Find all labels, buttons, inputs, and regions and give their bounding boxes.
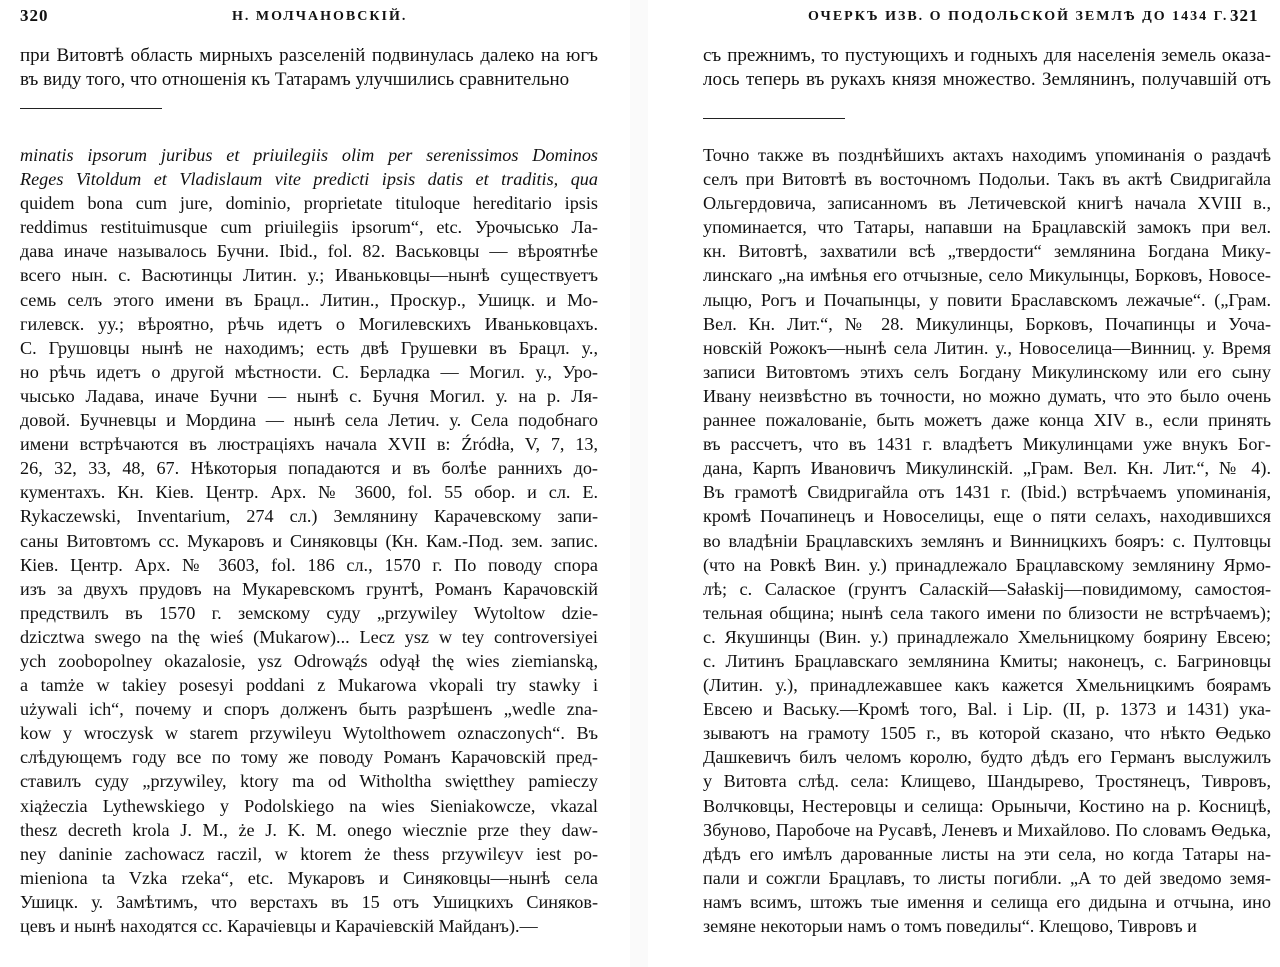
footnote-line: с. Литинъ Брацлавскаго землянина Кмиты; наконецъ, с. Багриновцы — [703, 650, 1271, 671]
right-main-text — [703, 44, 1271, 92]
footnote-line: упоминается, что Татары, напавши на Брацлавскій замокъ при вел. — [703, 217, 1271, 238]
footnote-line: линскаго „на имѣнья его отчызные, село Микулынцы, Борковъ, Новосе- — [703, 265, 1271, 286]
footnote-line: но рѣчь идетъ о другой мѣстности. С. Берладка — Могил. у., Уро- — [20, 361, 598, 382]
footnote-line: лѣ; с. Салаское (грунтъ Саласкій—Sałaskij—повидимому, самостоя- — [703, 578, 1271, 599]
text-line: съ прежнимъ, то пустующихъ и годныхъ для населенія земель оказа- — [703, 45, 1271, 66]
footnote-line: новскій Рожокъ—нынѣ села Литин. у., Новоселица—Винниц. у. Время — [703, 337, 1271, 358]
left-page — [0, 0, 630, 967]
footnote-line: Rykaczewski, Inventarium, 274 сл.) Землянину Карачевскому запи- — [20, 506, 598, 527]
footnote-line: дана, Карпъ Ивановичъ Микулинскій. „Грам. Вел. Кн. Лит.“, № 4). — [703, 458, 1271, 479]
footnote-separator — [20, 108, 162, 109]
footnote-line: предствилъ въ 1570 г. земскому суду „przywiley Wytoltow dzie- — [20, 602, 598, 623]
footnote-line: Точно также въ позднѣйшихъ актахъ находимъ упоминанія о раздачѣ — [703, 145, 1271, 165]
footnote-line: земяне некоторыи намъ о томъ поведилы“. Клещово, Тивровъ и — [703, 916, 1197, 936]
footnote-line: тельная община; нынѣ села такого имени по близости не встрѣчаемъ); — [703, 602, 1271, 623]
footnote-line: Кiев. Центр. Арх. № 3603, fol. 186 сл., 1570 г. По поводу спора — [20, 554, 598, 575]
right-footnote — [703, 143, 1271, 938]
footnote-line: у Витовта слѣд. села: Клищево, Шандырево, Тростянецъ, Тивровъ, — [703, 771, 1271, 792]
footnote-line: лыцю, Рогъ и Почапынцы, у повити Браславскомъ лежачые“. („Грам. — [703, 289, 1271, 310]
footnote-line: Ушицк. у. Замѣтимъ, что верстахъ въ 15 отъ Ушицкихъ Синяков- — [20, 891, 598, 912]
footnote-line: xiążeczia Lythewskiego y Podolskiego na wies Sieniakowcze, vkazal — [20, 795, 598, 816]
footnote-line: довой. Бучневцы и Мордина — нынѣ села Летич. у. Села подобнаго — [20, 410, 598, 431]
footnote-line: (Литин. у.), принадлежавшее какъ кажется Хмельницкимъ боярамъ — [703, 675, 1271, 696]
footnote-line: пали и сожгли Брацлавъ, то листы погибли. „А то дей зведомо земя- — [703, 867, 1271, 888]
left-footnote — [20, 143, 598, 938]
footnote-line: селъ при Витовтѣ въ восточномъ Подольи. Такъ въ актѣ Свидригайла — [703, 169, 1271, 190]
footnote-line: Волчковцы, Нестеровцы и селища: Орынычи, Костино на р. Косницѣ, — [703, 795, 1271, 816]
book-gutter — [630, 0, 648, 967]
footnote-line: Въ грамотѣ Свидригайла отъ 1431 г. (Ibid.) встрѣчаемъ упоминанія, — [703, 482, 1271, 503]
footnote-line: Евсею и Ваську.—Кромѣ того, Bal. i Lip. (II, p. 1373 и 1431) ука- — [703, 699, 1271, 720]
text-line: въ виду того, что отношенія къ Татарамъ улучшились сравнительно — [20, 69, 570, 90]
footnote-line: кн. Витовтѣ, захватили всѣ „твердости“ землянина Богдана Мику- — [703, 241, 1271, 262]
footnote-separator — [703, 118, 845, 119]
footnote-line: саны Витовтомъ сс. Мукаровъ и Синяковцы (Кн. Кам.-Под. зем. запис. — [20, 530, 598, 551]
footnote-line: Ивану неизвѣстно въ точности, но можно думать, что это было очень — [703, 385, 1271, 406]
footnote-line: кументахъ. Кн. Кiев. Центр. Арх. № 3600, fol. 55 обор. и сл. E. — [20, 482, 598, 503]
footnote-line: с. Якушинцы (Вин. у.) принадлежало Хмельницкому боярину Евсею; — [703, 626, 1271, 647]
footnote-line: зываютъ на грамоту 1505 г., въ которой сказано, что нѣкто Өедько — [703, 723, 1271, 744]
footnote-line: гилевск. уу.; вѣроятно, рѣчь идетъ о Могилевскихъ Иваньковцахъ. — [20, 313, 598, 334]
footnote-line: въ рассчетъ, что въ 1431 г. владѣетъ Микулинцами уже внукъ Бог- — [703, 434, 1271, 455]
footnote-line: всего нын. с. Васютинцы Литин. у.; Иваньковцы—нынѣ существуетъ — [20, 265, 598, 286]
footnote-line: a tamże w takiey posesyi poddani z Mukarowa vkopali try stawky i — [20, 675, 598, 696]
footnote-line: Вел. Кн. Лит.“, № 28. Микулинцы, Борковъ, Почапинцы и Уоча- — [703, 313, 1271, 334]
footnote-line: Ольгердовича, записанномъ въ Летичевской книгѣ начала XVIII в., — [703, 193, 1271, 214]
footnote-line: kow y wroczysk w starem przywileyu Wytolthowem oznaczonych“. Въ — [20, 723, 598, 744]
footnote-line: mieniona ta Vzka rzeka“, etc. Мукаровъ и Синяковцы—нынѣ села — [20, 867, 598, 888]
right-page — [648, 0, 1280, 967]
footnote-line: дава иначе называлось Бучни. Ibid., fol. 82. Васьковцы — вѣроятнѣе — [20, 241, 598, 262]
footnote-line: (что на Ровкѣ Вин. у.) принадлежало Брацлавскому землянину Ярмо- — [703, 554, 1271, 575]
footnote-line: thesz decreth krola J. M., że J. K. M. onego wiecznie prze they daw- — [20, 819, 598, 840]
footnote-line: во владѣніи Брацлавскихъ землянъ и Винницкихъ бояръ: с. Пултовцы — [703, 530, 1271, 551]
footnote-line: цевъ и нынѣ находятся сс. Карачiевцы и Карачiевскій Майданъ).— — [20, 916, 538, 936]
footnote-line: намъ всимъ, штожъ тые имення и селища его дидына и отчына, ино — [703, 891, 1271, 912]
footnote-line: раннее пожалованіе, быть можетъ даже конца XIV в., если принять — [703, 410, 1271, 431]
footnote-line: дѣдъ его имѣлъ дарованные листы на эти села, но когда Татары на- — [703, 843, 1271, 864]
text-line: при Витовтѣ область мирныхъ разселеній подвинулась далеко на югъ — [20, 45, 598, 66]
left-page-number: 320 — [20, 6, 49, 25]
footnote-line: Збуново, Паробоче на Русавѣ, Леневъ и Михайлово. По словамъ Өедька, — [703, 819, 1271, 840]
footnote-line: minatis ipsorum juribus et priuilegiis olim per serenissimos Dominos — [20, 145, 598, 165]
footnote-line: ych zoobopolney okazalosie, ysz Odrowąźs odyął thę wies ziemianską, — [20, 650, 598, 671]
footnote-line: Reges Vitoldum et Vladislaum vite predicti ipsis datis et traditis, qua — [20, 169, 598, 190]
footnote-line: записи Витовтомъ этихъ селъ Богдану Микулинскому или его сыну — [703, 361, 1271, 382]
footnote-line: семь селъ этого имени въ Брацл.. Литин., Проскур., Ушицк. и Мо- — [20, 289, 598, 310]
footnote-line: слѣдующемъ году все по тому же поводу Романъ Карачовскій пред- — [20, 747, 598, 768]
footnote-line: кромѣ Почапинецъ и Новоселицы, еще о пяти селахъ, находившихся — [703, 506, 1271, 527]
footnote-line: Дашкевичъ билъ челомъ королю, будто дѣдъ его Германъ выслужилъ — [703, 747, 1271, 768]
footnote-line: имени встрѣчаются въ люстраціяхъ начала XVII в: Źródła, V, 7, 13, — [20, 434, 598, 455]
footnote-line: reddimus restituimusque cum priuilegiis ipsorum“, etc. Урочысько Ла- — [20, 217, 598, 238]
footnote-line: изъ за двухъ прудовъ на Мукаревскомъ грунтѣ, Романъ Карачовскій — [20, 578, 598, 599]
footnote-line: С. Грушовцы нынѣ не находимъ; есть двѣ Грушевки въ Брацл. у., — [20, 337, 598, 358]
text-line: лось теперь въ рукахъ князя множество. Землянинъ, получавшій отъ — [703, 69, 1271, 90]
footnote-line: 26, 32, 33, 48, 67. Нѣкоторыя попадаются и въ болѣе раннихъ до- — [20, 458, 598, 479]
right-running-head: ОЧЕРКЪ ИЗВ. О ПОДОЛЬСКОЙ ЗЕМЛѢ ДО 1434 Г. — [808, 9, 1229, 24]
footnote-line: ставилъ суду „przywiley, ktory ma od Witholtha swiętthey pamieczy — [20, 771, 598, 792]
footnote-line: ney daninie zachowacz raczil, w ktorem że thess przywilєуv iest po- — [20, 843, 598, 864]
footnote-line: чысько Ладава, иначе Бучни — нынѣ с. Бучня Могил. у. на р. Ля- — [20, 385, 598, 406]
footnote-line: dzicztwa swego na thę wieś (Mukarow)... Lecz ysz w tey controversiyei — [20, 626, 598, 647]
footnote-line: quidem bona cum jure, dominio, proprietate tituloque hereditario ipsis — [20, 193, 598, 214]
right-page-number: 321 — [1230, 6, 1259, 25]
left-running-head: Н. МОЛЧАНОВСКІЙ. — [232, 9, 408, 24]
left-main-text — [20, 44, 598, 92]
footnote-line: używali ich“, почему и споръ долженъ быть разрѣшенъ „wedle zna- — [20, 699, 598, 720]
